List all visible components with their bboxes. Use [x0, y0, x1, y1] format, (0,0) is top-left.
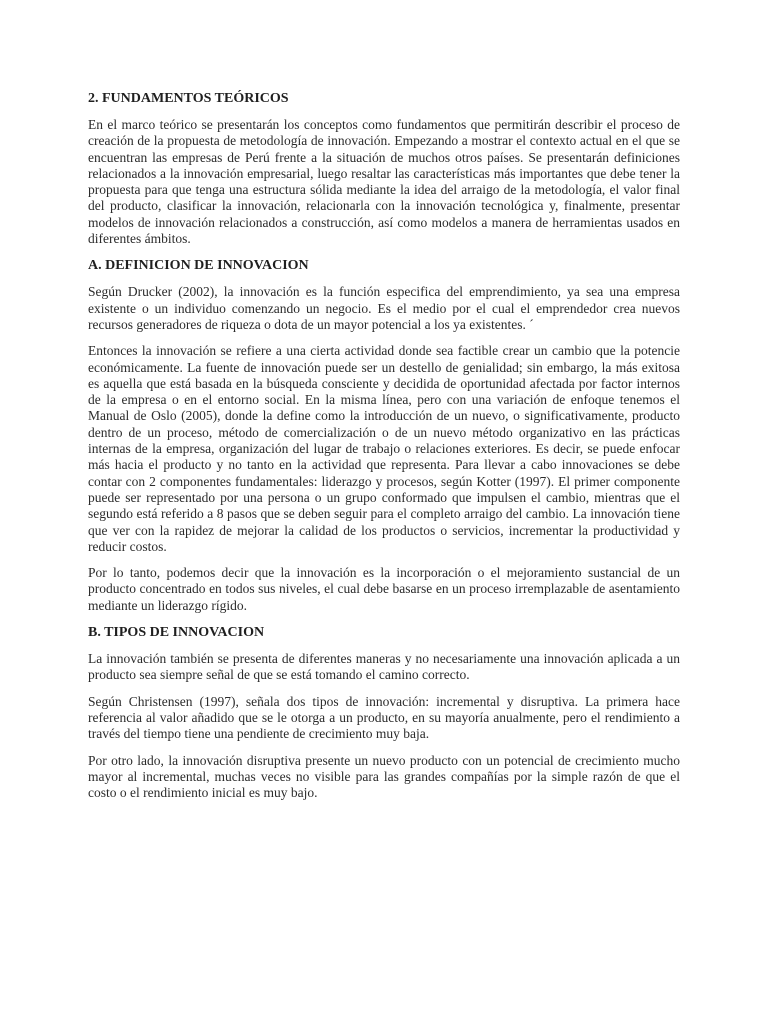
paragraph: Entonces la innovación se refiere a una cierta actividad donde sea factible crear un cambio que la potencie económicamente. La fuente de innovación puede ser un destello de genialidad; sin embargo, la más exitosa es aquella que está basada en la búsqueda consciente y decidida de oportunidad afectada por factor internos de la empresa o en el entorno social. En la misma línea, pero con una variación de enfoque tenemos el Manual de Oslo (2005), donde la define como la introducción de un nuevo, o significativamente, producto dentro de un proceso, método de comercialización o de un nuevo método organizativo en las prácticas internas de la empresa, organización del lugar de trabajo o relaciones exteriores. Es decir, se puede enfocar más hacia el producto y no tanto en la actividad que representa. Para llevar a cabo innovaciones se debe contar con 2 componentes fundamentales: liderazgo y procesos, según Kotter (1997). El primer componente puede ser representado por una persona o un grupo conformado que impulsen el cambio, mientras que el segundo está referido a 8 pasos que se deben seguir para el completo arraigo del cambio. La innovación tiene que ver con la rapidez de mejorar la calidad de los productos o servicios, incrementar la productividad y reducir costos. [88, 343, 680, 554]
paragraph: Por lo tanto, podemos decir que la innovación es la incorporación o el mejoramiento sustancial de un producto concentrado en todos sus niveles, el cual debe basarse en un proceso irremplazable de asentamiento mediante un liderazgo rígido. [88, 565, 680, 613]
section-heading: A. DEFINICION DE INNOVACION [88, 258, 309, 274]
document-page [88, 90, 680, 811]
paragraph: Por otro lado, la innovación disruptiva presente un nuevo producto con un potencial de crecimiento mucho mayor al incremental, muchas veces no visible para las grandes compañías por la simple razón de que el costo o el rendimiento inicial es muy bajo. [88, 752, 680, 801]
section-fundamentos [88, 90, 680, 247]
paragraph: La innovación también se presenta de diferentes maneras y no necesariamente una innovación aplicada a un producto sea siempre señal de que se está tomando el camino correcto. [88, 651, 680, 683]
paragraph: Según Christensen (1997), señala dos tipos de innovación: incremental y disruptiva. La primera hace referencia al valor añadido que se le otorga a un producto, en su mayoría anualmente, pero el rendimiento a través del tiempo tiene una pendiente de crecimiento muy baja. [88, 693, 680, 742]
section-heading: B. TIPOS DE INNOVACION [88, 625, 265, 641]
section-tipos [88, 624, 680, 801]
paragraph: Según Drucker (2002), la innovación es la función especifica del emprendimiento, ya sea una empresa existente o un individuo comenzando un negocio. Es el medio por el cual el emprendedor crea nuevos recursos generadores de riqueza o dota de un mayor potencial a los ya existentes. ´ [88, 284, 680, 332]
section-heading: 2. FUNDAMENTOS TEÓRICOS [88, 91, 289, 106]
paragraph: En el marco teórico se presentarán los conceptos como fundamentos que permitirán describir el proceso de creación de la propuesta de metodología de innovación. Empezando a mostrar el contexto actual en el que se encuentran las empresas de Perú frente a la situación de muchos otros países. Se presentarán definiciones relacionados a la innovación empresarial, luego resaltar las características más importantes que debe tener la propuesta para que tenga una estructura sólida mediante la idea del arraigo de la metodología, el valor final del producto, clasificar la innovación, relacionarla con la innovación tecnológica y, finalmente, presentar modelos de innovación relacionados a construcción, así como modelos a manera de herramientas usados en diferentes ámbitos. [88, 117, 680, 247]
section-definicion [88, 257, 680, 614]
